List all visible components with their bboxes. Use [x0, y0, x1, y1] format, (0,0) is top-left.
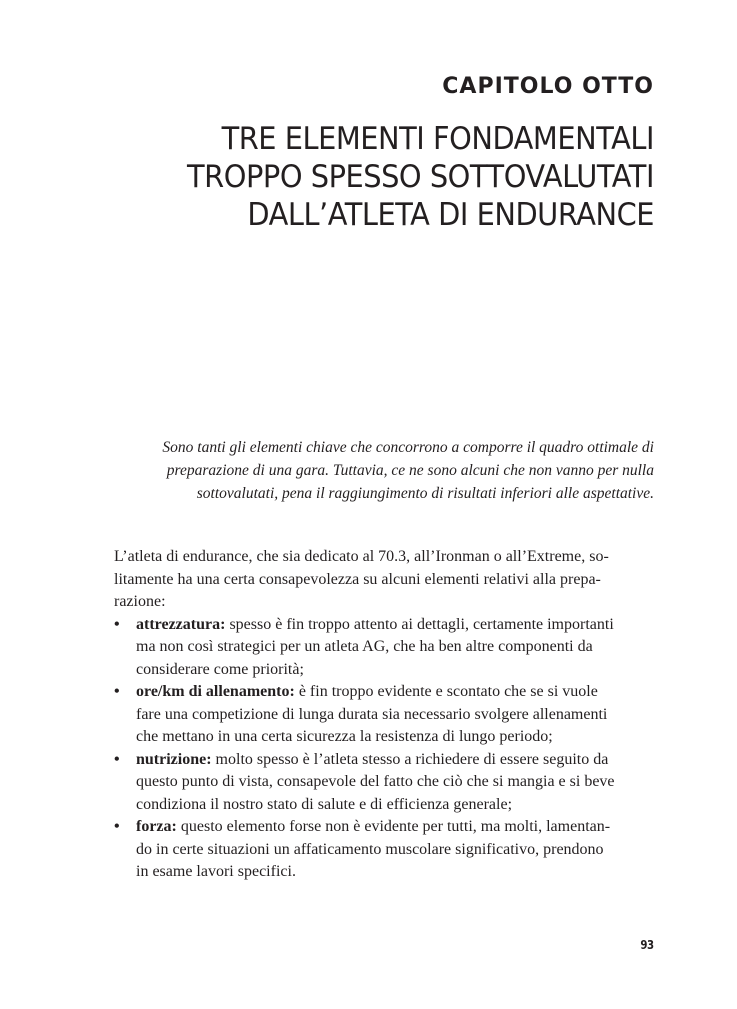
bullet-term: ore/km di allenamento:: [136, 683, 295, 700]
bullet-line: do in certe situazioni un affaticamento muscolare significativo, prendono: [136, 840, 604, 858]
epigraph: [94, 436, 654, 505]
intro-paragraph: [114, 546, 657, 614]
bullet-line: che mettano in una certa sicurezza la resistenza di lungo periodo;: [136, 728, 553, 745]
bullet-line: considerare come priorità;: [136, 660, 304, 678]
body-text: [114, 546, 657, 884]
list-item: [114, 681, 657, 749]
bullet-term: nutrizione:: [136, 750, 212, 768]
bullet-list: [114, 614, 657, 884]
bullet-term: attrezzatura:: [136, 615, 226, 633]
chapter-label: CAPITOLO OTTO: [442, 74, 654, 99]
chapter-title-line: TRE ELEMENTI FONDAMENTALI: [221, 121, 654, 157]
epigraph-line: sottovalutati, pena il raggiungimento di risultati inferiori alle aspettative.: [196, 485, 654, 502]
list-item: [114, 816, 657, 884]
intro-line: litamente ha una certa consapevolezza su alcuni elementi relativi alla prepa-: [114, 570, 601, 588]
bullet-icon: •: [114, 750, 120, 768]
bullet-line: ma non così strategici per un atleta AG, che ha ben altre componenti da: [136, 638, 593, 655]
chapter-title: [133, 120, 654, 234]
bullet-line: questo punto di vista, consapevole del fatto che ciò che si mangia e si beve: [136, 773, 615, 790]
bullet-icon: •: [114, 615, 120, 633]
epigraph-line: preparazione di una gara. Tuttavia, ce ne sono alcuni che non vanno per nulla: [166, 462, 654, 479]
page-number: 93: [640, 938, 654, 952]
bullet-line: fare una competizione di lunga durata sia necessario svolgere allenamenti: [136, 705, 608, 723]
bullet-text: spesso è fin troppo attento ai dettagli, certamente importanti: [225, 615, 614, 633]
intro-line: L’atleta di endurance, che sia dedicato al 70.3, all’Ironman o all’Extreme, so-: [114, 548, 609, 565]
bullet-term: forza:: [136, 818, 177, 835]
list-item: [114, 614, 657, 682]
bullet-icon: •: [114, 683, 120, 700]
bullet-text: questo elemento forse non è evidente per tutti, ma molti, lamentan-: [176, 818, 611, 835]
chapter-title-line: TROPPO SPESSO SOTTOVALUTATI: [187, 159, 654, 195]
chapter-title-line: DALL’ATLETA DI ENDURANCE: [247, 197, 654, 233]
bullet-line: condiziona il nostro stato di salute e di efficienza generale;: [136, 795, 513, 813]
intro-line: razione:: [114, 593, 166, 610]
bullet-text: molto spesso è l’atleta stesso a richiedere di essere seguito da: [211, 750, 609, 768]
bullet-icon: •: [114, 818, 120, 835]
list-item: [114, 749, 657, 817]
bullet-line: in esame lavori specifici.: [136, 863, 296, 880]
epigraph-line: Sono tanti gli elementi chiave che concorrono a comporre il quadro ottimale di: [162, 439, 654, 456]
bullet-text: è fin troppo evidente e scontato che se si vuole: [294, 683, 598, 700]
